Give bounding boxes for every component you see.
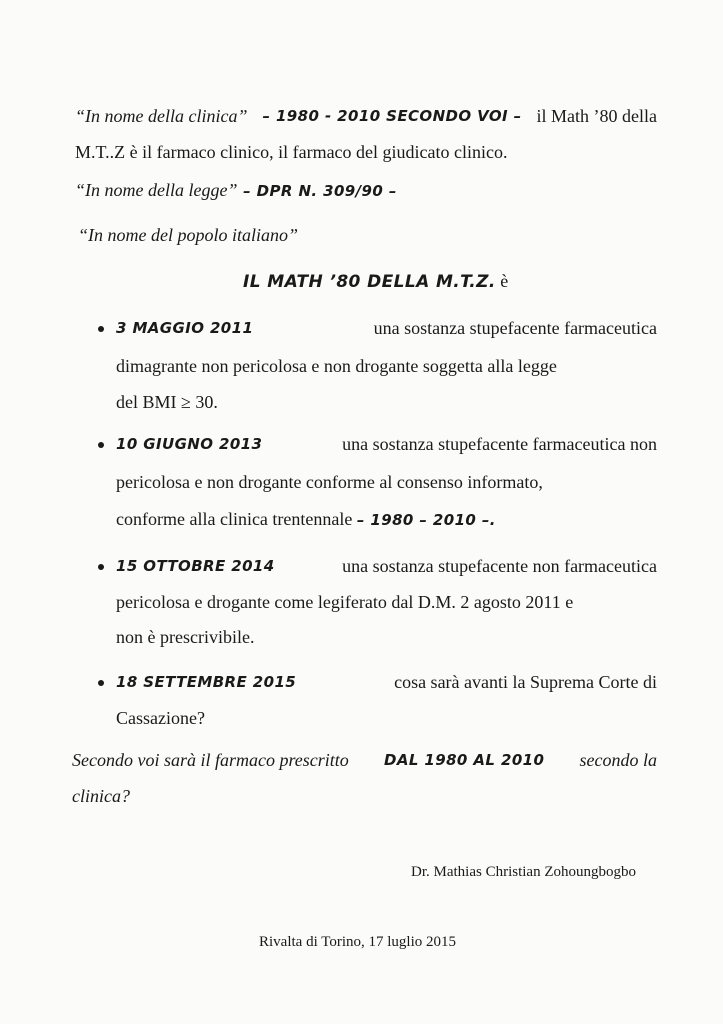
signature: Dr. Mathias Christian Zohoungbogbo — [411, 864, 636, 880]
bullet-1-date: 3 MAGGIO 2011 — [116, 319, 254, 337]
intro-rest: il Math ’80 della — [536, 106, 657, 126]
intro-quote-clinica: “In nome della clinica” — [75, 106, 248, 126]
section-heading — [243, 269, 508, 294]
bullet-2-text-3: conforme alla clinica trentennale — [116, 509, 357, 529]
bullet-3-text: una sostanza stupefacente non farmaceutica — [342, 556, 657, 576]
heading-tail: è — [495, 271, 509, 291]
bullet-2-years-mark: – 1980 – 2010 –. — [356, 511, 496, 529]
bullet-4-text: cosa sarà avanti la Suprema Corte di — [394, 672, 657, 692]
bullet-1-line-1 — [116, 316, 657, 340]
bullet-2-text: una sostanza stupefacente farmaceutica non — [342, 434, 657, 454]
bullet-2-date: 10 GIUGNO 2013 — [116, 435, 263, 453]
bullet-4-date: 18 SETTEMBRE 2015 — [116, 673, 297, 691]
bullet-dot — [98, 326, 104, 332]
place-date: Rivalta di Torino, 17 luglio 2015 — [259, 934, 456, 950]
bullet-3-line-2: pericolosa e drogante come legiferato dal D.M. 2 agosto 2011 e — [116, 592, 574, 612]
bullet-dot — [98, 680, 104, 686]
question-line-1 — [72, 748, 657, 772]
dash: – — [383, 182, 397, 200]
bullet-2-line-3 — [116, 507, 496, 532]
intro-line-4: “In nome del popolo italiano” — [78, 225, 298, 245]
bullet-4-line-2: Cassazione? — [116, 708, 205, 728]
question-years-mark: DAL 1980 AL 2010 — [383, 751, 545, 769]
dash: – — [508, 107, 522, 125]
dash: – — [237, 182, 257, 200]
question-text-post: secondo la — [579, 750, 657, 770]
bullet-dot — [98, 442, 104, 448]
intro-line-3 — [75, 178, 397, 203]
dash: – — [262, 107, 276, 125]
dpr-mark: DPR N. 309/90 — [256, 182, 384, 200]
question-text-pre: Secondo voi sarà il farmaco prescritto — [72, 750, 349, 770]
bullet-3-line-3: non è prescrivibile. — [116, 627, 255, 647]
bullet-2-line-1 — [116, 432, 657, 456]
bullet-2-line-2: pericolosa e non drogante conforme al consenso informato, — [116, 472, 543, 492]
bullet-4-line-1 — [116, 670, 657, 694]
heading-mark: IL MATH ’80 DELLA M.T.Z. — [243, 272, 496, 292]
bullet-1-line-3: del BMI ≥ 30. — [116, 392, 218, 412]
intro-quote-legge: “In nome della legge” — [75, 180, 238, 200]
question-line-2: clinica? — [72, 786, 130, 806]
intro-line-2: M.T..Z è il farmaco clinico, il farmaco del giudicato clinico. — [75, 142, 508, 162]
intro-mark-years — [262, 104, 521, 128]
bullet-3-date: 15 OTTOBRE 2014 — [116, 557, 275, 575]
bullet-3-line-1 — [116, 554, 657, 578]
bullet-1-line-2: dimagrante non pericolosa e non drogante soggetta alla legge — [116, 356, 557, 376]
bullet-dot — [98, 564, 104, 570]
years-mark: 1980 - 2010 SECONDO VOI — [275, 107, 509, 125]
intro-line-1 — [75, 104, 657, 128]
bullet-1-text: una sostanza stupefacente farmaceutica — [373, 318, 657, 338]
